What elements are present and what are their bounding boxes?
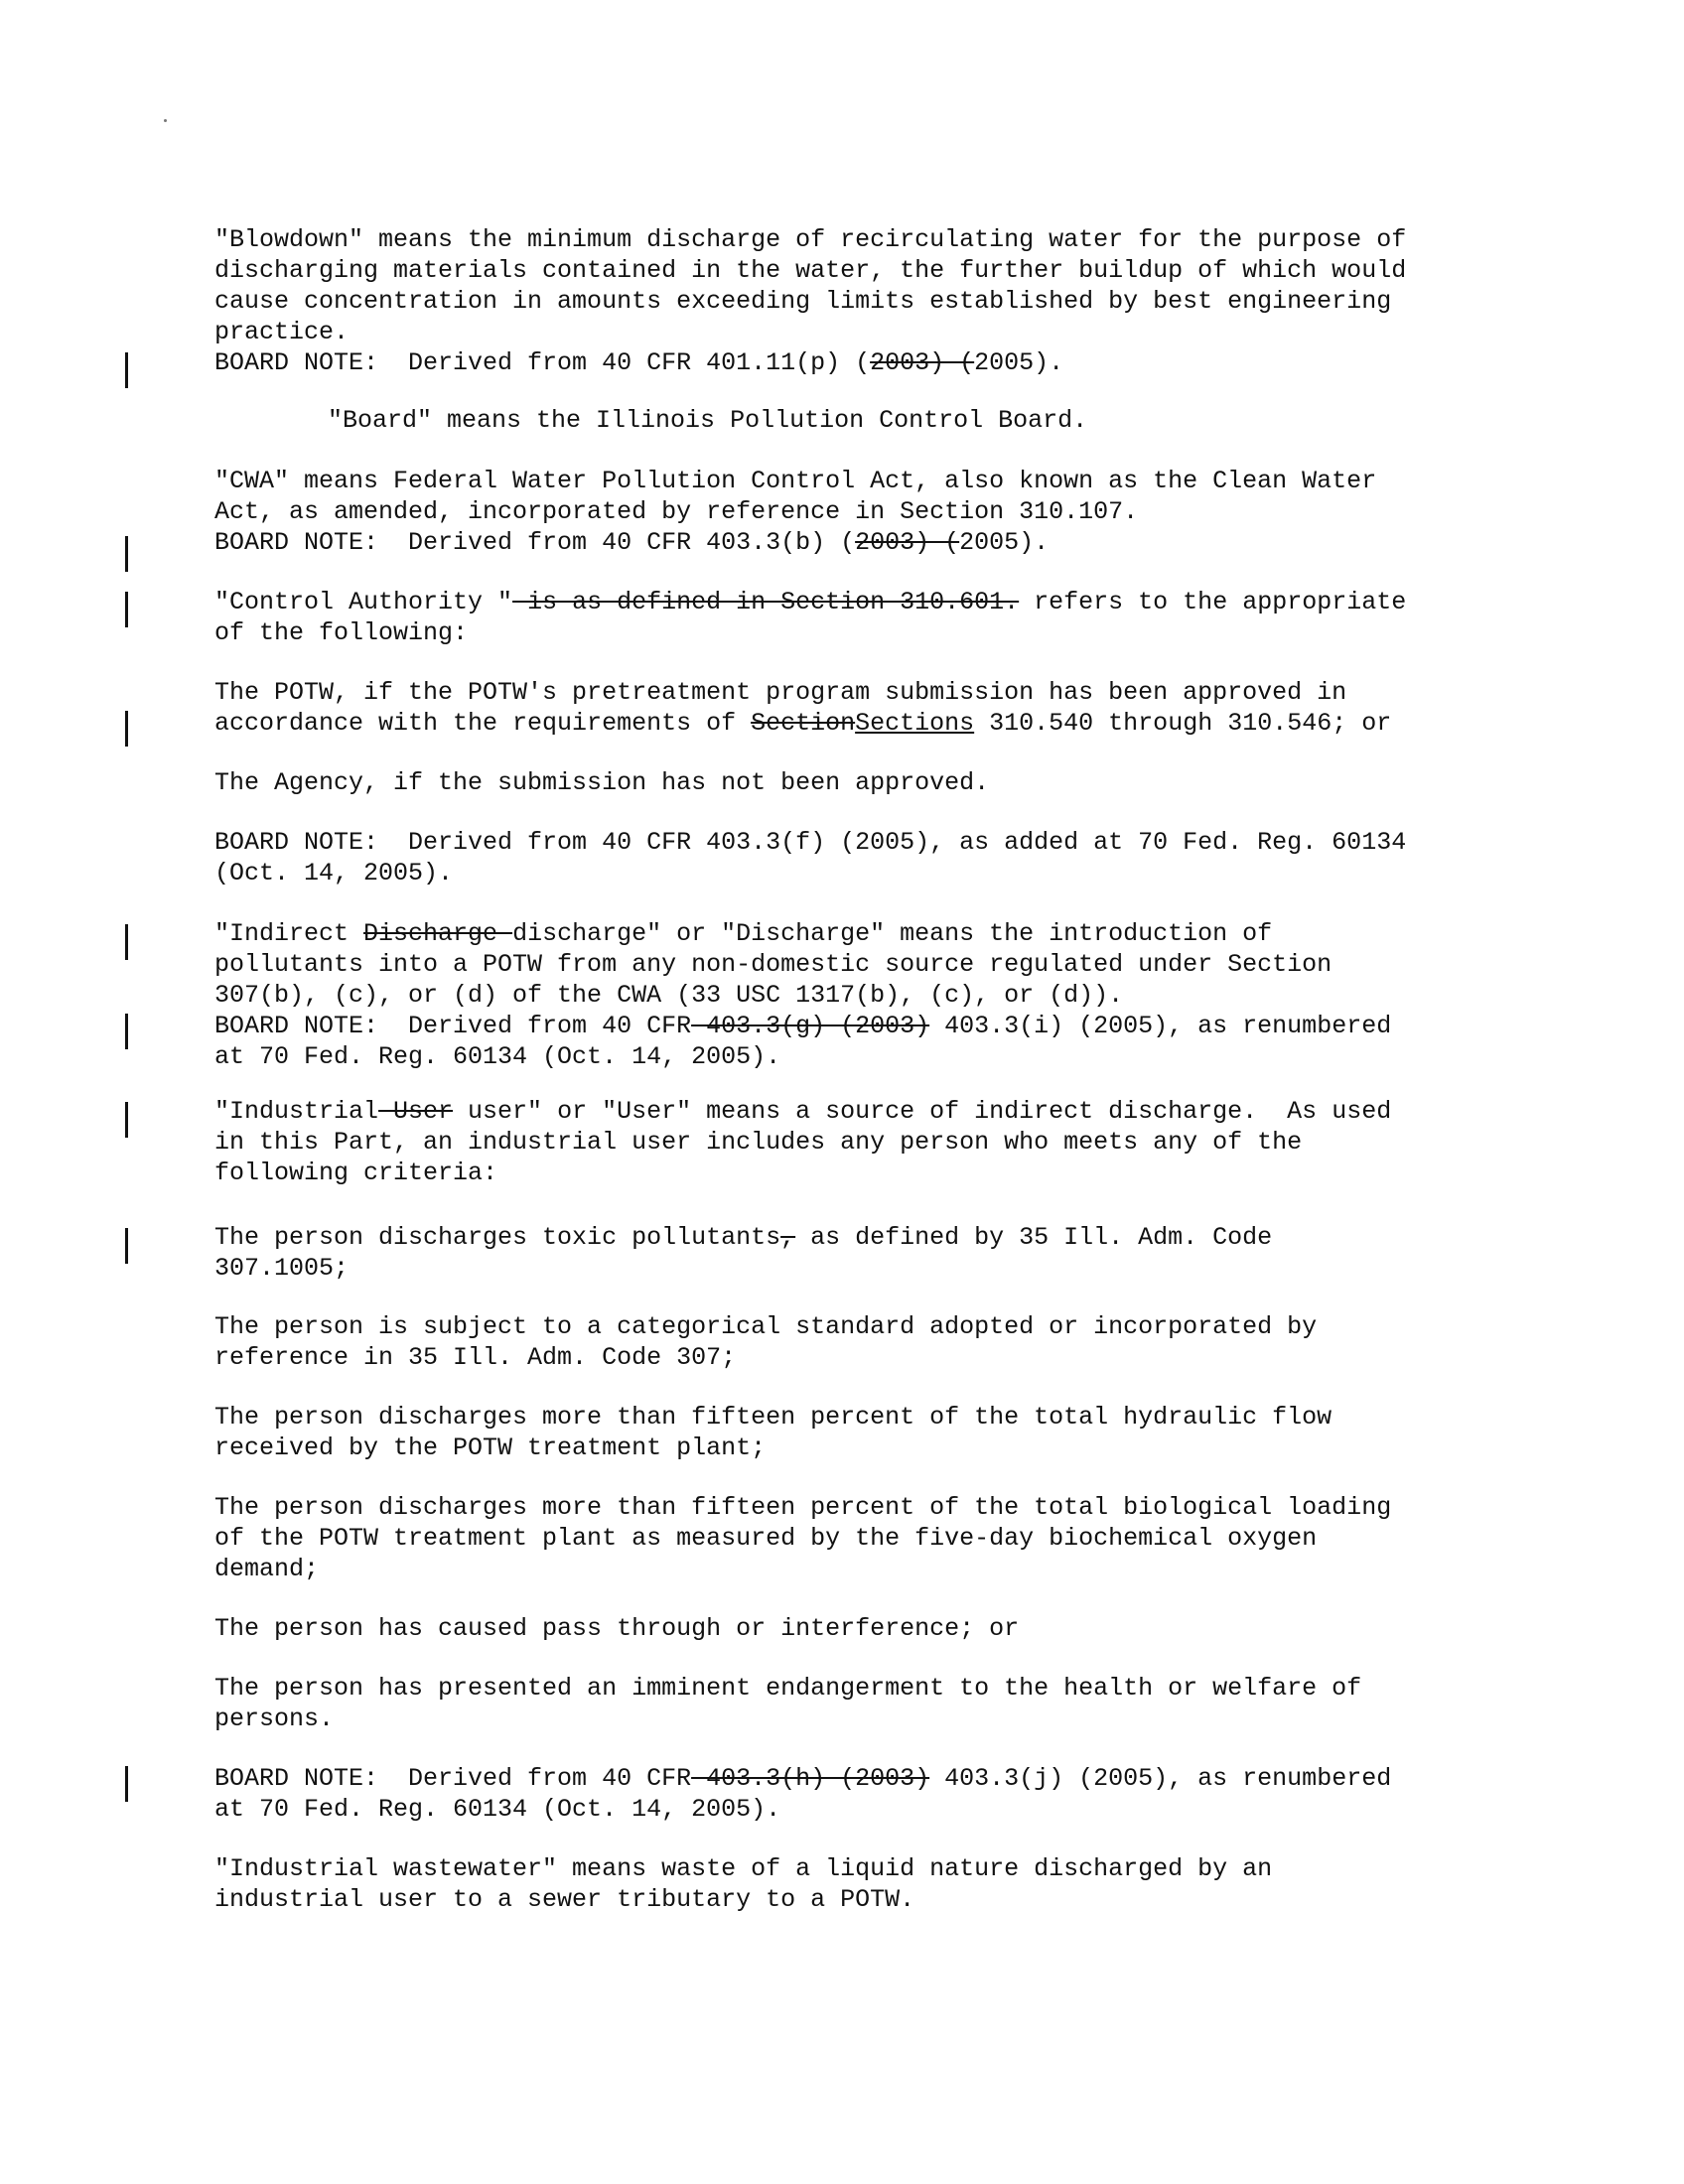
text-line: [214, 1158, 1545, 1188]
text-run: The person discharges more than fifteen percent of the total biological loading: [214, 1493, 1392, 1522]
text-line: [214, 1011, 1545, 1041]
text-line: [214, 949, 1545, 980]
text-line: [214, 496, 1545, 527]
text-run: accordance with the requirements of: [214, 709, 752, 738]
text-line: [214, 1673, 1545, 1704]
text-run: of the POTW treatment plant as measured by the five-day biochemical oxygen: [214, 1524, 1318, 1553]
text-run: following criteria:: [214, 1159, 498, 1187]
text-run: The person has presented an imminent endangerment to the health or welfare of: [214, 1674, 1362, 1703]
text-run: BOARD NOTE: Derived from 40 CFR 403.3(b) (: [214, 528, 856, 557]
text-line: [214, 1853, 1545, 1884]
text-line: [214, 918, 1545, 949]
text-run: The Agency, if the submission has not been approved.: [214, 768, 990, 797]
text-line: [214, 255, 1545, 286]
text-run: "Industrial wastewater" means waste of a liquid nature discharged by an: [214, 1854, 1273, 1883]
criteria-categorical-standard: [214, 1311, 1545, 1373]
deleted-text: 2003) (: [870, 348, 975, 377]
text-line: [214, 1253, 1545, 1284]
inserted-text: Sections: [855, 709, 975, 738]
text-run: BOARD NOTE: Derived from 40 CFR 401.11(p) (: [214, 348, 871, 377]
text-line: [214, 1222, 1545, 1253]
text-run: "Control Authority ": [214, 588, 513, 616]
text-line: [214, 858, 1545, 888]
change-bar: [125, 536, 128, 572]
change-bar: [125, 352, 128, 388]
text-line: [214, 347, 1545, 378]
deleted-text: Discharge: [363, 919, 513, 948]
change-bar: [125, 1228, 128, 1264]
deleted-text: User: [378, 1097, 454, 1126]
definition-blowdown: [214, 224, 1545, 378]
text-line: [214, 224, 1545, 255]
text-line: [214, 677, 1545, 708]
text-run: as defined by 35 Ill. Adm. Code: [795, 1223, 1273, 1252]
text-run: The person discharges more than fifteen percent of the total hydraulic flow: [214, 1403, 1333, 1432]
text-run: (Oct. 14, 2005).: [214, 859, 454, 887]
criteria-biological-loading: [214, 1492, 1545, 1584]
criteria-hydraulic-flow: [214, 1402, 1545, 1463]
text-line: [214, 1704, 1545, 1734]
text-run: received by the POTW treatment plant;: [214, 1433, 767, 1462]
text-line: [214, 1492, 1545, 1523]
text-run: refers to the appropriate: [1019, 588, 1407, 616]
text-run: "Indirect: [214, 919, 364, 948]
text-run: 403.3(i) (2005), as renumbered: [929, 1012, 1392, 1040]
text-line: [214, 827, 1545, 858]
text-line: [214, 317, 1545, 347]
text-run: The POTW, if the POTW's pretreatment program submission has been approved in: [214, 678, 1347, 707]
text-run: pollutants into a POTW from any non-domestic source regulated under Section: [214, 950, 1333, 979]
text-run: industrial user to a sewer tributary to a POTW.: [214, 1885, 915, 1914]
text-run: of the following:: [214, 618, 469, 647]
change-bar: [125, 1102, 128, 1138]
change-bar: [125, 711, 128, 747]
text-line: [214, 1311, 1545, 1342]
definition-control-authority: [214, 587, 1545, 648]
definition-indirect-discharge: [214, 918, 1545, 1072]
text-line: [214, 1523, 1545, 1554]
deleted-text: 403.3(g) (2003): [691, 1012, 930, 1040]
deleted-text: ,: [780, 1223, 796, 1252]
text-line: [214, 1763, 1545, 1794]
text-run: The person has caused pass through or interference; or: [214, 1614, 1020, 1643]
text-line: [214, 617, 1545, 648]
definition-cwa: [214, 466, 1545, 558]
board-note-industrial-user: [214, 1763, 1545, 1825]
deleted-text: 403.3(h) (2003): [691, 1764, 930, 1793]
change-bar: [125, 1014, 128, 1049]
control-authority-item-potw: [214, 677, 1545, 739]
text-run: user" or "User" means a source of indirect discharge. As used: [453, 1097, 1392, 1126]
text-run: discharge" or "Discharge" means the introduction of: [512, 919, 1273, 948]
text-line: [214, 708, 1545, 739]
criteria-pass-through: [214, 1613, 1545, 1644]
deleted-text: Section: [751, 709, 856, 738]
text-line: [214, 286, 1545, 317]
text-run: The person is subject to a categorical standard adopted or incorporated by: [214, 1312, 1318, 1341]
text-run: reference in 35 Ill. Adm. Code 307;: [214, 1343, 737, 1372]
text-run: at 70 Fed. Reg. 60134 (Oct. 14, 2005).: [214, 1042, 781, 1071]
text-line: [214, 1554, 1545, 1584]
text-run: in this Part, an industrial user includes any person who meets any of the: [214, 1128, 1303, 1157]
text-line: [214, 1127, 1545, 1158]
deleted-text: 2003) (: [855, 528, 960, 557]
text-run: The person discharges toxic pollutants: [214, 1223, 781, 1252]
text-run: 307(b), (c), or (d) of the CWA (33 USC 1317(b), (c), or (d)).: [214, 981, 1124, 1010]
text-run: 403.3(j) (2005), as renumbered: [929, 1764, 1392, 1793]
text-run: "Industrial: [214, 1097, 379, 1126]
text-run: BOARD NOTE: Derived from 40 CFR: [214, 1012, 692, 1040]
text-run: BOARD NOTE: Derived from 40 CFR: [214, 1764, 692, 1793]
text-line: [328, 405, 1658, 436]
text-run: discharging materials contained in the water, the further buildup of which would: [214, 256, 1407, 285]
text-run: 307.1005;: [214, 1254, 350, 1283]
text-line: [214, 1041, 1545, 1072]
text-line: [214, 1342, 1545, 1373]
text-line: [214, 1433, 1545, 1463]
text-line: [214, 980, 1545, 1011]
text-run: 2005).: [974, 348, 1064, 377]
change-bar: [125, 924, 128, 960]
control-authority-item-agency: [214, 767, 1545, 798]
scan-speck: [164, 119, 167, 122]
text-run: at 70 Fed. Reg. 60134 (Oct. 14, 2005).: [214, 1795, 781, 1824]
text-line: [214, 466, 1545, 496]
change-bar: [125, 592, 128, 627]
text-run: practice.: [214, 318, 350, 346]
text-line: [214, 1096, 1545, 1127]
text-line: [214, 587, 1545, 617]
board-note-control-authority: [214, 827, 1545, 888]
text-run: "CWA" means Federal Water Pollution Control Act, also known as the Clean Water: [214, 467, 1377, 495]
text-run: 2005).: [959, 528, 1050, 557]
definition-industrial-user: [214, 1096, 1545, 1188]
text-line: [214, 1794, 1545, 1825]
definition-board: [328, 405, 1658, 436]
criteria-endangerment: [214, 1673, 1545, 1734]
text-line: [214, 767, 1545, 798]
text-run: Act, as amended, incorporated by reference in Section 310.107.: [214, 497, 1139, 526]
text-run: demand;: [214, 1555, 320, 1583]
text-run: "Board" means the Illinois Pollution Control Board.: [328, 406, 1088, 435]
text-run: 310.540 through 310.546; or: [974, 709, 1392, 738]
text-line: [214, 1613, 1545, 1644]
text-line: [214, 527, 1545, 558]
text-run: BOARD NOTE: Derived from 40 CFR 403.3(f) (2005), as added at 70 Fed. Reg. 60134: [214, 828, 1407, 857]
text-run: persons.: [214, 1705, 335, 1733]
text-run: cause concentration in amounts exceeding limits established by best engineering: [214, 287, 1392, 316]
definition-industrial-wastewater: [214, 1853, 1545, 1915]
deleted-text: is as defined in Section 310.601.: [512, 588, 1020, 616]
text-line: [214, 1884, 1545, 1915]
text-line: [214, 1402, 1545, 1433]
text-run: "Blowdown" means the minimum discharge of recirculating water for the purpose of: [214, 225, 1407, 254]
change-bar: [125, 1766, 128, 1802]
criteria-toxic-pollutants: [214, 1222, 1545, 1284]
